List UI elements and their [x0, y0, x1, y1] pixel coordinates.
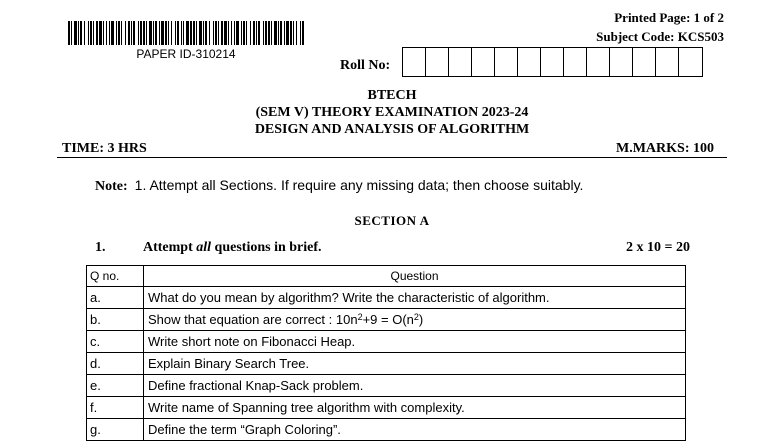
barcode-image	[68, 21, 304, 45]
eq-superscript: 2	[357, 312, 363, 322]
roll-no-box	[403, 48, 426, 76]
course-title: DESIGN AND ANALYSIS OF ALGORITHM	[254, 122, 530, 137]
roll-no-box	[610, 48, 633, 76]
degree-title: BTECH	[367, 88, 417, 103]
note-label: Note:	[95, 179, 128, 194]
roll-no-box	[656, 48, 679, 76]
questions-table	[86, 265, 686, 441]
printed-page: Printed Page: 1 of 2	[614, 10, 724, 25]
question-instruction	[143, 240, 322, 256]
eq-superscript: 2	[413, 312, 419, 322]
table-row	[87, 375, 686, 397]
eq-part: Show that equation are correct : 10n	[148, 312, 358, 327]
table-row	[87, 331, 686, 353]
table-header-row	[87, 266, 686, 287]
roll-no-label: Roll No:	[340, 58, 391, 73]
roll-no-box	[587, 48, 610, 76]
row-question	[144, 309, 686, 331]
instruction-post: questions in brief.	[214, 240, 322, 255]
instruction-pre: Attempt	[143, 240, 193, 255]
roll-no-box	[426, 48, 449, 76]
max-marks: M.MARKS: 100	[616, 141, 714, 156]
roll-no-box	[679, 48, 702, 76]
paper-id: PAPER ID-310214	[136, 47, 236, 61]
row-number: g.	[87, 419, 144, 441]
row-question: Define the term “Graph Coloring”.	[144, 419, 686, 441]
row-number: e.	[87, 375, 144, 397]
note	[95, 177, 583, 195]
roll-no-box	[541, 48, 564, 76]
exam-title: (SEM V) THEORY EXAMINATION 2023-24	[255, 105, 529, 120]
row-number: c.	[87, 331, 144, 353]
table-row	[87, 287, 686, 309]
roll-no-box	[472, 48, 495, 76]
table-row	[87, 353, 686, 375]
row-number: d.	[87, 353, 144, 375]
roll-no-box	[564, 48, 587, 76]
question-marks: 2 x 10 = 20	[626, 240, 690, 255]
header-qno: Q no.	[87, 266, 144, 287]
roll-no-box	[449, 48, 472, 76]
row-question: Write short note on Fibonacci Heap.	[144, 331, 686, 353]
eq-part: +9 = O(n	[362, 312, 414, 327]
row-question: Write name of Spanning tree algorithm with complexity.	[144, 397, 686, 419]
subject-code: Subject Code: KCS503	[596, 29, 724, 44]
roll-no-box	[518, 48, 541, 76]
row-number: f.	[87, 397, 144, 419]
section-heading: SECTION A	[354, 213, 430, 228]
eq-part: )	[418, 312, 424, 327]
row-number: b.	[87, 309, 144, 331]
table-row	[87, 397, 686, 419]
header-question: Question	[144, 266, 686, 287]
question-number: 1.	[95, 240, 106, 255]
table-row	[87, 309, 686, 331]
instruction-emphasis: all	[196, 240, 212, 255]
note-text: 1. Attempt all Sections. If require any missing data; then choose suitably.	[134, 177, 584, 193]
row-number: a.	[87, 287, 144, 309]
exam-time: TIME: 3 HRS	[62, 141, 147, 156]
row-question: Explain Binary Search Tree.	[144, 353, 686, 375]
roll-no-box	[633, 48, 656, 76]
table-row	[87, 419, 686, 441]
row-question: Define fractional Knap-Sack problem.	[144, 375, 686, 397]
roll-no-boxes	[402, 47, 703, 77]
roll-no-box	[495, 48, 518, 76]
header-divider	[57, 157, 727, 158]
row-question: What do you mean by algorithm? Write the characteristic of algorithm.	[144, 287, 686, 309]
